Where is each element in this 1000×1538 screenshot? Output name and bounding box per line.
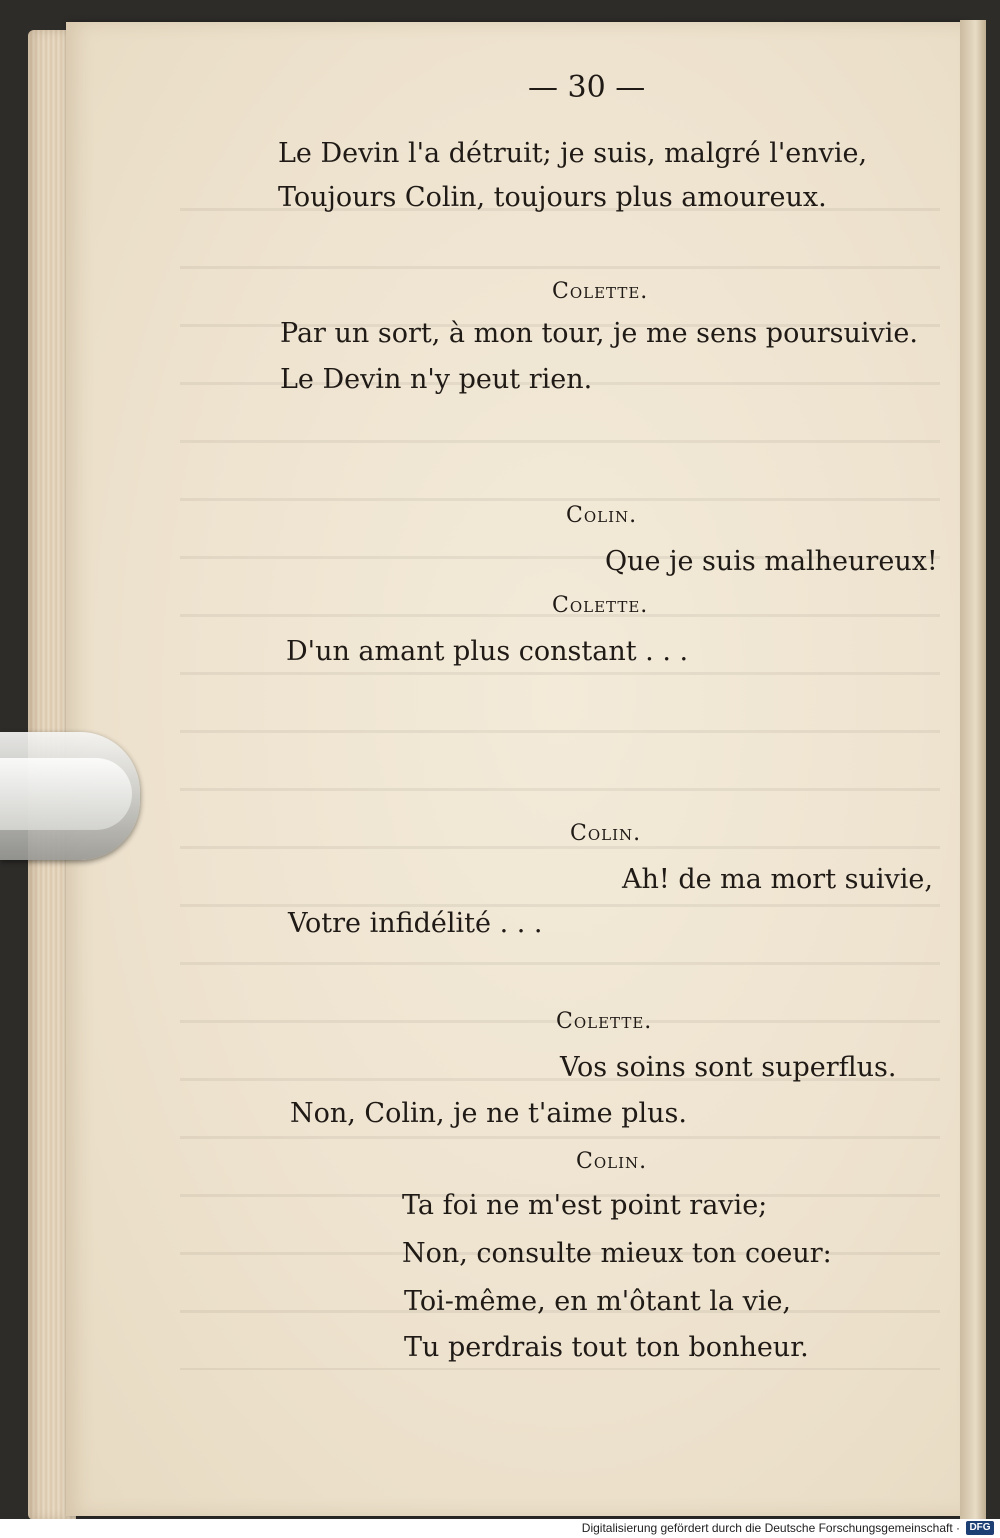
verse-line: Le Devin n'y peut rien. [280,364,593,395]
verse-line: Ah! de ma mort suivie, [622,864,933,895]
speaker-name: Colin. [576,1149,648,1174]
verse-line: Que je suis malheureux! [605,546,938,577]
verse-line: Vos soins sont superflus. [560,1052,897,1083]
speaker-name: Colin. [570,821,642,846]
speaker-name: Colette. [552,593,649,618]
verse-line: Tu perdrais tout ton bonheur. [404,1332,809,1363]
verse-line: Par un sort, à mon tour, je me sens poursuivie. [280,318,918,349]
verse-line: Le Devin l'a détruit; je suis, malgré l'envie, [278,138,868,169]
verse-line: Toi-même, en m'ôtant la vie, [404,1286,792,1317]
right-page-edge [960,20,986,1520]
verse-line: Ta foi ne m'est point ravie; [402,1190,768,1221]
speaker-name: Colette. [556,1009,653,1034]
page-clip-highlight [0,758,132,830]
speaker-name: Colin. [566,503,638,528]
funding-notice: Digitalisierung gefördert durch die Deutsche Forschungsgemeinschaft · [581,1521,960,1535]
speaker-name: Colette. [552,279,649,304]
verse-line: D'un amant plus constant . . . [286,636,689,667]
verse-line: Toujours Colin, toujours plus amoureux. [278,182,827,213]
page-number: — 30 — [528,70,646,105]
digitization-footer [0,1519,1000,1538]
dfg-logo: DFG [966,1521,994,1535]
verse-line: Non, consulte mieux ton coeur: [402,1238,832,1269]
verse-line: Votre infidélité . . . [288,908,543,939]
verse-line: Non, Colin, je ne t'aime plus. [290,1098,687,1129]
